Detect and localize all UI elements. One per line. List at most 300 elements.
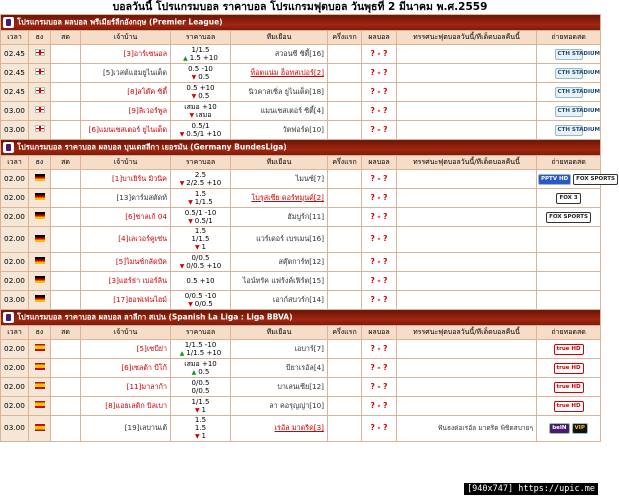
home-team-link[interactable]: [3]อาร์เซนอล xyxy=(81,45,171,64)
arrow-down-icon: ▼ xyxy=(188,300,195,308)
tip-cell xyxy=(397,272,537,291)
germany-flag-icon xyxy=(35,212,45,219)
odds-cell xyxy=(171,291,231,310)
odds-cell xyxy=(171,416,231,442)
broadcast-cell xyxy=(537,272,601,291)
kickoff-time: 02.45 xyxy=(1,64,29,83)
broadcast-cell xyxy=(537,45,601,64)
broadcast-cell xyxy=(537,253,601,272)
odds-value: เสมอ +10 xyxy=(184,102,217,111)
odds-line xyxy=(171,387,230,395)
country-flag-cell xyxy=(29,227,51,253)
home-team-link[interactable]: [3]แฮร์ธ่า เบอร์ลิน xyxy=(81,272,171,291)
kickoff-time: 03.00 xyxy=(1,291,29,310)
broadcast-cell xyxy=(537,340,601,359)
arrow-down-icon: ▼ xyxy=(179,179,187,187)
column-header: ธง xyxy=(29,326,51,340)
match-row xyxy=(1,208,601,227)
kickoff-time: 02.00 xyxy=(1,359,29,378)
country-flag-cell xyxy=(29,378,51,397)
odds-line xyxy=(171,92,230,101)
broadcast-cell xyxy=(537,416,601,442)
tip-cell xyxy=(397,397,537,416)
half-time-cell xyxy=(328,397,362,416)
kickoff-time: 02.00 xyxy=(1,253,29,272)
tip-cell xyxy=(397,83,537,102)
country-flag-cell xyxy=(29,291,51,310)
live-cell xyxy=(51,340,81,359)
column-header-row xyxy=(1,156,601,170)
odds-value: 0.5 -10 xyxy=(188,64,213,73)
tip-cell xyxy=(397,359,537,378)
germany-flag-icon xyxy=(35,193,45,200)
live-cell xyxy=(51,253,81,272)
country-flag-cell xyxy=(29,64,51,83)
away-team-link[interactable]: สวอนซี ซิตี้[16] xyxy=(231,45,328,64)
odds-line xyxy=(171,46,230,54)
result-cell: ? - ? xyxy=(362,416,397,442)
home-team-link[interactable]: [13]ดาร์มสตัดท์ xyxy=(81,189,171,208)
away-team-link[interactable]: เรอัล มาดริด[3] xyxy=(231,416,328,442)
league-logo-icon xyxy=(3,142,14,153)
odds-line xyxy=(171,122,230,130)
live-cell xyxy=(51,64,81,83)
country-flag-cell xyxy=(29,416,51,442)
odds-value: 1/1.5 +10 xyxy=(186,348,222,357)
column-header: ราคาบอล xyxy=(171,31,231,45)
live-cell xyxy=(51,416,81,442)
match-row xyxy=(1,64,601,83)
half-time-cell xyxy=(328,208,362,227)
spain-flag-icon xyxy=(35,424,45,431)
kickoff-time: 02.45 xyxy=(1,83,29,102)
half-time-cell xyxy=(328,272,362,291)
result-cell: ? - ? xyxy=(362,189,397,208)
tv-channel-logo[interactable]: CTH STADIUM xyxy=(555,125,583,136)
country-flag-cell xyxy=(29,272,51,291)
tip-cell xyxy=(397,64,537,83)
live-cell xyxy=(51,378,81,397)
odds-line xyxy=(171,171,230,179)
match-row xyxy=(1,102,601,121)
result-cell: ? - ? xyxy=(362,253,397,272)
live-cell xyxy=(51,227,81,253)
result-cell: ? - ? xyxy=(362,83,397,102)
live-cell xyxy=(51,397,81,416)
match-row xyxy=(1,378,601,397)
odds-line xyxy=(171,235,230,243)
live-cell xyxy=(51,208,81,227)
spain-flag-icon xyxy=(35,363,45,370)
germany-flag-icon xyxy=(35,235,45,242)
tip-cell xyxy=(397,102,537,121)
kickoff-time: 02.00 xyxy=(1,397,29,416)
home-team-link[interactable]: [1]บาเยิร์น มิวนิค xyxy=(81,170,171,189)
match-row xyxy=(1,253,601,272)
column-header: ทรรศนะฟุตบอลวันนี้/ทีเด็ดบอลคืนนี้ xyxy=(397,326,537,340)
odds-value: 1.5 xyxy=(194,424,207,432)
live-cell xyxy=(51,272,81,291)
away-team-link[interactable]: บียาเรอัล[4] xyxy=(231,359,328,378)
home-team-link[interactable]: [4]เลเวอร์คูเซ่น xyxy=(81,227,171,253)
home-team-link[interactable]: [6]แมนเชสเตอร์ ยูไนเต็ด xyxy=(81,121,171,140)
tv-channel-logo[interactable]: FOX 3 xyxy=(556,193,580,204)
tv-channel-logo[interactable]: CTH STADIUM xyxy=(555,49,583,60)
tv-channel-logo[interactable]: true HD xyxy=(554,382,584,393)
result-cell: ? - ? xyxy=(362,208,397,227)
country-flag-cell xyxy=(29,102,51,121)
broadcast-cell xyxy=(537,359,601,378)
column-header: เวลา xyxy=(1,31,29,45)
home-team-link[interactable]: [9]ลิเวอร์พูล xyxy=(81,102,171,121)
live-cell xyxy=(51,291,81,310)
kickoff-time: 03.00 xyxy=(1,416,29,442)
home-team-link[interactable]: [5]เซบีย่า xyxy=(81,340,171,359)
odds-line xyxy=(171,73,230,82)
tip-cell xyxy=(397,45,537,64)
kickoff-time: 03.00 xyxy=(1,102,29,121)
germany-flag-icon xyxy=(35,174,45,181)
half-time-cell xyxy=(328,227,362,253)
tv-channel-logo[interactable]: FOX SPORTS xyxy=(546,212,591,223)
away-team-link[interactable]: ฮัมบูร์ก[11] xyxy=(231,208,328,227)
tv-channel-logo[interactable]: beIN xyxy=(549,423,569,434)
arrow-down-icon: ▼ xyxy=(188,198,195,206)
odds-line xyxy=(171,360,230,368)
odds-line xyxy=(171,398,230,406)
germany-flag-icon xyxy=(35,276,45,283)
half-time-cell xyxy=(328,340,362,359)
column-header: ถ่ายทอดสด xyxy=(537,31,601,45)
away-team-link[interactable]: โบรุสเซีย ดอร์ทมุนด์[2] xyxy=(231,189,328,208)
england-flag-icon xyxy=(35,87,45,94)
column-header: ผลบอล xyxy=(362,31,397,45)
result-cell: ? - ? xyxy=(362,102,397,121)
odds-value: 2/2.5 +10 xyxy=(186,178,222,187)
odds-cell xyxy=(171,45,231,64)
home-team-link[interactable]: [8]แอธเลติก บิลเบา xyxy=(81,397,171,416)
odds-value: 0.5/1 -10 xyxy=(184,208,217,217)
match-row xyxy=(1,340,601,359)
odds-line xyxy=(171,217,230,226)
odds-value: เสมอ xyxy=(196,110,212,119)
half-time-cell xyxy=(328,121,362,140)
column-header: ราคาบอล xyxy=(171,156,231,170)
column-header: ทีมเยือน xyxy=(231,326,328,340)
result-cell: ? - ? xyxy=(362,170,397,189)
result-cell: ? - ? xyxy=(362,64,397,83)
country-flag-cell xyxy=(29,170,51,189)
result-cell: ? - ? xyxy=(362,121,397,140)
column-header: ครึ่งแรก xyxy=(328,31,362,45)
arrow-down-icon: ▼ xyxy=(191,73,199,81)
germany-flag-icon xyxy=(35,295,45,302)
league-header xyxy=(1,15,601,31)
league-name: โปรแกรมบอล ราคาบอล ผลบอล ลาลีกา สเปน (Spanish La Liga : Liga BBVA) xyxy=(17,312,293,322)
odds-line xyxy=(171,190,230,198)
odds-cell xyxy=(171,340,231,359)
odds-value: เสมอ +10 xyxy=(184,359,217,368)
tv-channel-logo[interactable]: CTH STADIUM xyxy=(555,68,583,79)
tip-cell xyxy=(397,291,537,310)
live-cell xyxy=(51,83,81,102)
odds-value: 0.5/1 xyxy=(191,121,210,130)
home-team-link[interactable]: [5]เวสต์แฮมยูไนเต็ด xyxy=(81,64,171,83)
half-time-cell xyxy=(328,378,362,397)
home-team-link[interactable]: [11]มาลาก้า xyxy=(81,378,171,397)
tv-channel-logo[interactable]: true HD xyxy=(554,401,584,412)
result-cell: ? - ? xyxy=(362,359,397,378)
odds-line xyxy=(171,424,230,432)
match-row xyxy=(1,359,601,378)
column-header: เจ้าบ้าน xyxy=(81,326,171,340)
odds-cell xyxy=(171,121,231,140)
broadcast-cell xyxy=(537,170,615,189)
column-header: ราคาบอล xyxy=(171,326,231,340)
match-row xyxy=(1,121,601,140)
odds-line xyxy=(171,262,230,271)
away-team-link[interactable]: ลา คอรุญญ่า[10] xyxy=(231,397,328,416)
tv-channel-logo[interactable]: CTH STADIUM xyxy=(555,87,583,98)
league-name: โปรแกรมบอล ผลบอล พรีเมียร์ลีกอังกฤษ (Premier League) xyxy=(17,17,223,27)
arrow-down-icon: ▼ xyxy=(195,406,202,414)
column-header: เวลา xyxy=(1,156,29,170)
kickoff-time: 02.00 xyxy=(1,170,29,189)
column-header: เจ้าบ้าน xyxy=(81,31,171,45)
broadcast-cell xyxy=(537,378,601,397)
tip-cell xyxy=(397,208,537,227)
away-team-link[interactable]: เอบาร์[7] xyxy=(231,340,328,359)
tv-channel-logo[interactable]: FOX SPORTS xyxy=(573,174,618,185)
odds-line xyxy=(171,254,230,262)
column-header: ธง xyxy=(29,31,51,45)
england-flag-icon xyxy=(35,49,45,56)
broadcast-cell xyxy=(537,227,601,253)
spain-flag-icon xyxy=(35,401,45,408)
odds-value: 0.5 xyxy=(198,72,210,81)
odds-cell xyxy=(171,227,231,253)
home-team-link[interactable]: [8]สโต๊ค ซิตี้ xyxy=(81,83,171,102)
kickoff-time: 02.45 xyxy=(1,45,29,64)
league-header xyxy=(1,140,601,156)
away-team-link[interactable]: บาเลนเซีย[12] xyxy=(231,378,328,397)
column-header-row xyxy=(1,31,601,45)
odds-cell xyxy=(171,208,231,227)
odds-value: 1.5 xyxy=(194,416,207,424)
odds-value: 1.5 +10 xyxy=(189,53,218,62)
odds-cell xyxy=(171,64,231,83)
result-cell: ? - ? xyxy=(362,272,397,291)
odds-value: 0.5/1 xyxy=(194,216,213,225)
odds-value: 0/0.5 xyxy=(194,299,213,308)
england-flag-icon xyxy=(35,106,45,113)
column-header: ทรรศนะฟุตบอลวันนี้/ทีเด็ดบอลคืนนี้ xyxy=(397,31,537,45)
tip-cell xyxy=(397,340,537,359)
odds-value: 1.5 xyxy=(194,227,207,235)
odds-value: 0.5 +10 xyxy=(186,83,215,92)
arrow-down-icon: ▼ xyxy=(179,262,187,270)
tv-channel-logo[interactable]: PPTV HD xyxy=(538,174,571,185)
odds-value: 0/0.5 xyxy=(191,253,210,262)
kickoff-time: 02.00 xyxy=(1,340,29,359)
odds-line xyxy=(171,341,230,349)
odds-cell xyxy=(171,189,231,208)
result-cell: ? - ? xyxy=(362,378,397,397)
tv-channel-logo[interactable]: true HD xyxy=(554,344,584,355)
tip-cell xyxy=(397,227,537,253)
odds-value: 1 xyxy=(201,243,206,251)
odds-value: 0.5/1 +10 xyxy=(186,129,222,138)
column-header: ทีมเยือน xyxy=(231,156,328,170)
odds-cell xyxy=(171,83,231,102)
home-team-link[interactable]: [5]ไมนซ์กลัดบัค xyxy=(81,253,171,272)
half-time-cell xyxy=(328,189,362,208)
odds-line xyxy=(171,379,230,387)
home-team-link[interactable]: [17]ฮอฟเฟ่นไฮม์ xyxy=(81,291,171,310)
live-cell xyxy=(51,121,81,140)
odds-line xyxy=(171,209,230,217)
odds-line xyxy=(171,179,230,188)
away-team-link[interactable]: เอาก์สบวร์ก[14] xyxy=(231,291,328,310)
odds-cell xyxy=(171,397,231,416)
column-header: ทีมเยือน xyxy=(231,31,328,45)
odds-value: 0/0.5 +10 xyxy=(186,261,222,270)
odds-cell xyxy=(171,170,231,189)
broadcast-cell xyxy=(537,397,601,416)
country-flag-cell xyxy=(29,121,51,140)
odds-line xyxy=(171,292,230,300)
tip-cell xyxy=(397,253,537,272)
odds-line xyxy=(171,130,230,139)
tv-channel-logo[interactable]: CTH STADIUM xyxy=(555,106,583,117)
match-row xyxy=(1,227,601,253)
half-time-cell xyxy=(328,416,362,442)
odds-line xyxy=(171,243,230,252)
odds-line xyxy=(171,432,230,441)
odds-line xyxy=(171,65,230,73)
home-team-link[interactable]: [6]เซลต้า บีโก้ xyxy=(81,359,171,378)
kickoff-time: 02.00 xyxy=(1,227,29,253)
match-row xyxy=(1,416,601,442)
arrow-down-icon: ▼ xyxy=(195,244,202,251)
league-title xyxy=(1,15,601,31)
odds-value: 0/0.5 xyxy=(191,387,210,395)
country-flag-cell xyxy=(29,83,51,102)
away-team-link[interactable]: นิวคาสเซิ่ล ยูไนเต็ด[18] xyxy=(231,83,328,102)
odds-value: 1/1.5 xyxy=(191,235,210,243)
match-row xyxy=(1,397,601,416)
half-time-cell xyxy=(328,291,362,310)
odds-line xyxy=(171,368,230,377)
odds-value: 1/1.5 xyxy=(191,45,210,54)
result-cell: ? - ? xyxy=(362,227,397,253)
tv-channel-logo[interactable]: true HD xyxy=(554,363,584,374)
kickoff-time: 02.00 xyxy=(1,272,29,291)
spain-flag-icon xyxy=(35,382,45,389)
away-team-link[interactable]: ไอน์ทรัค แฟร้งค์เฟิร์ต[15] xyxy=(231,272,328,291)
league-title xyxy=(1,310,601,326)
match-row xyxy=(1,45,601,64)
away-team-link[interactable]: วัตฟอร์ด[10] xyxy=(231,121,328,140)
odds-value: 1/1.5 xyxy=(191,397,210,406)
odds-line xyxy=(171,111,230,120)
kickoff-time: 02.00 xyxy=(1,378,29,397)
kickoff-time: 02.00 xyxy=(1,189,29,208)
arrow-down-icon: ▼ xyxy=(179,130,187,138)
arrow-up-icon: ▲ xyxy=(183,54,190,62)
odds-value: 1.5 xyxy=(194,189,207,198)
arrow-down-icon: ▼ xyxy=(191,92,199,100)
result-cell: ? - ? xyxy=(362,340,397,359)
odds-cell xyxy=(171,378,231,397)
broadcast-cell xyxy=(537,64,601,83)
column-header: สด xyxy=(51,156,81,170)
fixtures-table xyxy=(0,14,615,442)
kickoff-time: 03.00 xyxy=(1,121,29,140)
arrow-down-icon: ▼ xyxy=(189,111,197,119)
odds-value: 1/1.5 -10 xyxy=(184,340,217,349)
match-row xyxy=(1,272,601,291)
odds-line xyxy=(171,349,230,358)
odds-line xyxy=(171,54,230,63)
column-header: ทรรศนะฟุตบอลวันนี้/ทีเด็ดบอลคืนนี้ xyxy=(397,156,537,170)
country-flag-cell xyxy=(29,208,51,227)
half-time-cell xyxy=(328,45,362,64)
half-time-cell xyxy=(328,253,362,272)
odds-value: 2.5 xyxy=(194,170,207,179)
column-header-row xyxy=(1,326,601,340)
match-row xyxy=(1,170,601,189)
kickoff-time: 02.00 xyxy=(1,208,29,227)
away-team-link[interactable]: สตุ๊ตการ์ท[12] xyxy=(231,253,328,272)
league-logo-icon xyxy=(3,17,14,28)
half-time-cell xyxy=(328,359,362,378)
home-team-link[interactable]: [6]ชาลเก้ 04 xyxy=(81,208,171,227)
away-team-link[interactable]: แวร์เดอร์ เบรเมน[16] xyxy=(231,227,328,253)
league-logo-icon xyxy=(3,312,14,323)
match-row xyxy=(1,189,601,208)
home-team-link[interactable]: [19]เลบานเต้ xyxy=(81,416,171,442)
away-team-link[interactable]: ท็อตแน่ม ฮ็อทสเปอร์[2] xyxy=(231,64,328,83)
odds-line xyxy=(171,416,230,424)
odds-value: 0.5 xyxy=(198,367,210,376)
league-title xyxy=(1,140,601,156)
england-flag-icon xyxy=(35,125,45,132)
away-team-link[interactable]: ไมนซ์[7] xyxy=(231,170,328,189)
result-cell: ? - ? xyxy=(362,397,397,416)
odds-cell xyxy=(171,253,231,272)
arrow-down-icon: ▼ xyxy=(195,433,202,440)
tv-channel-logo[interactable]: VIP xyxy=(572,423,588,434)
result-cell: ? - ? xyxy=(362,291,397,310)
league-name: โปรแกรมบอล ราคาบอล ผลบอล บุนเดสลีกา เยอรมัน (Germany BundesLiga) xyxy=(17,142,287,152)
arrow-up-icon: ▲ xyxy=(191,368,199,376)
live-cell xyxy=(51,170,81,189)
odds-cell xyxy=(171,359,231,378)
away-team-link[interactable]: แมนเชสเตอร์ ซิตี้[4] xyxy=(231,102,328,121)
column-header: ครึ่งแรก xyxy=(328,326,362,340)
country-flag-cell xyxy=(29,45,51,64)
odds-line xyxy=(171,103,230,111)
broadcast-cell xyxy=(537,83,601,102)
broadcast-cell xyxy=(537,208,601,227)
odds-value: 1/1.5 xyxy=(194,197,213,206)
broadcast-cell xyxy=(537,102,601,121)
live-cell xyxy=(51,359,81,378)
odds-line xyxy=(171,406,230,415)
column-header: ครึ่งแรก xyxy=(328,156,362,170)
odds-line xyxy=(171,277,230,285)
